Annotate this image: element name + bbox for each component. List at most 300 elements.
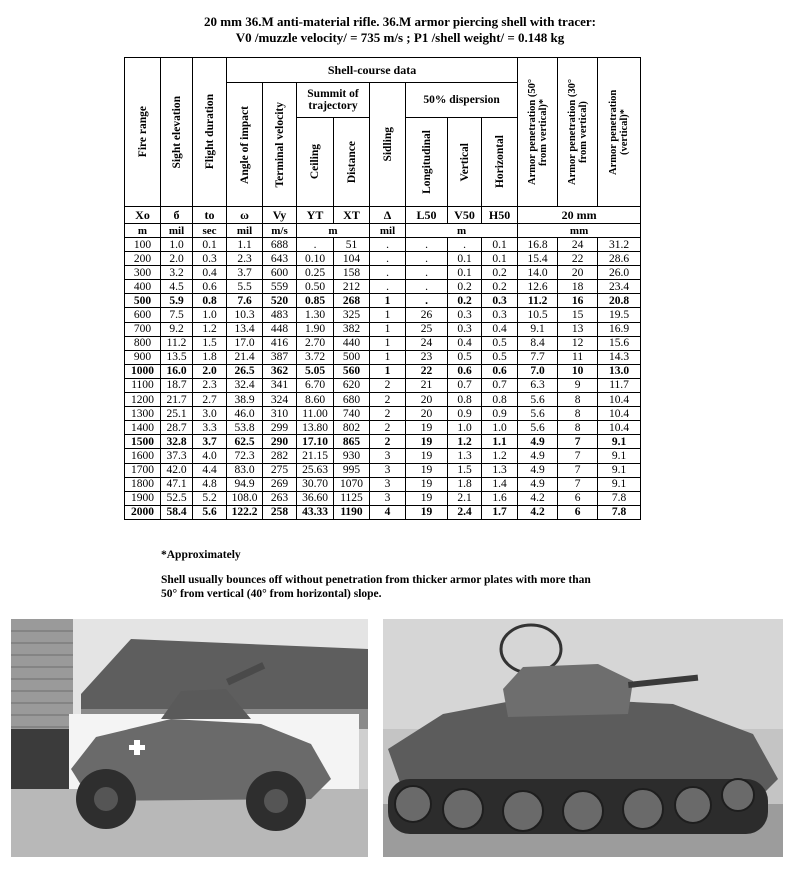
table-cell: 3.0 (193, 407, 227, 421)
table-cell: 30.70 (297, 477, 334, 491)
table-cell: 25.63 (297, 463, 334, 477)
table-cell: 688 (263, 238, 297, 252)
table-row (125, 378, 641, 392)
table-row (125, 308, 641, 322)
table-cell: 0.4 (482, 322, 518, 336)
table-cell: 483 (263, 308, 297, 322)
unit-vel: m/s (263, 224, 297, 238)
table-cell: 560 (334, 364, 370, 378)
table-cell: 25 (406, 322, 448, 336)
table-cell: 3.2 (161, 266, 193, 280)
table-cell: 53.8 (227, 421, 263, 435)
table-row (125, 364, 641, 378)
table-cell: 8.4 (518, 336, 558, 350)
table-cell: 865 (334, 435, 370, 449)
sym-xt: XT (334, 207, 370, 224)
table-cell: 2 (370, 435, 406, 449)
table-cell: 13.5 (161, 350, 193, 364)
table-cell: 0.10 (297, 252, 334, 266)
table-cell: 0.3 (448, 308, 482, 322)
table-cell: 21.7 (161, 393, 193, 407)
table-cell: 1.30 (297, 308, 334, 322)
table-cell: 1800 (125, 477, 161, 491)
sym-delta: Δ (370, 207, 406, 224)
table-cell: 0.1 (448, 266, 482, 280)
table-cell: 7 (558, 477, 598, 491)
table-cell: 1 (370, 294, 406, 308)
table-row (125, 477, 641, 491)
table-cell: 19 (406, 505, 448, 519)
table-cell: 0.9 (482, 407, 518, 421)
table-cell: 21.15 (297, 449, 334, 463)
table-cell: 20 (406, 393, 448, 407)
table-cell: 12.6 (518, 280, 558, 294)
table-cell: 7.8 (598, 505, 641, 519)
table-cell: 17.0 (227, 336, 263, 350)
table-cell: 3 (370, 449, 406, 463)
table-cell: 4.4 (193, 463, 227, 477)
table-cell: 1 (370, 336, 406, 350)
table-cell: 4.2 (518, 491, 558, 505)
table-cell: 1.6 (482, 491, 518, 505)
sym-sigma: б (161, 207, 193, 224)
table-cell: 900 (125, 350, 161, 364)
table-row (125, 407, 641, 421)
table-cell: 0.5 (448, 350, 482, 364)
table-cell: 1 (370, 364, 406, 378)
table-cell: 258 (263, 505, 297, 519)
sym-vy: Vy (263, 207, 297, 224)
table-cell: 341 (263, 378, 297, 392)
header-sight-elevation: Sight elevation (161, 58, 193, 207)
table-cell: 13 (558, 322, 598, 336)
unit-time: sec (193, 224, 227, 238)
header-fire-range: Fire range (125, 58, 161, 207)
table-cell: 23 (406, 350, 448, 364)
table-cell: 15.6 (598, 336, 641, 350)
table-cell: 0.25 (297, 266, 334, 280)
table-cell: 2.4 (448, 505, 482, 519)
table-cell: 1700 (125, 463, 161, 477)
unit-elev: mil (161, 224, 193, 238)
unit-angle: mil (227, 224, 263, 238)
table-cell: 6.70 (297, 378, 334, 392)
table-cell: 8 (558, 407, 598, 421)
table-cell: 416 (263, 336, 297, 350)
table-cell: 3 (370, 477, 406, 491)
table-cell: 275 (263, 463, 297, 477)
table-cell: 21.4 (227, 350, 263, 364)
table-row (125, 491, 641, 505)
table-cell: 300 (125, 266, 161, 280)
table-cell: 1.3 (448, 449, 482, 463)
table-cell: 0.1 (482, 238, 518, 252)
table-cell: 2.3 (227, 252, 263, 266)
table-cell: 440 (334, 336, 370, 350)
table-cell: 24 (406, 336, 448, 350)
table-cell: 104 (334, 252, 370, 266)
table-cell: 51 (334, 238, 370, 252)
table-row (125, 393, 641, 407)
table-cell: 0.6 (193, 280, 227, 294)
table-cell: 4.9 (518, 477, 558, 491)
table-cell: 325 (334, 308, 370, 322)
table-cell: 1.90 (297, 322, 334, 336)
table-cell: 200 (125, 252, 161, 266)
table-cell: 740 (334, 407, 370, 421)
header-horizontal: Horizontal (482, 118, 518, 207)
table-cell: 108.0 (227, 491, 263, 505)
table-cell: 0.8 (482, 393, 518, 407)
table-cell: 1.1 (227, 238, 263, 252)
table-cell: 1 (370, 322, 406, 336)
table-cell: 1.0 (193, 308, 227, 322)
table-cell: 94.9 (227, 477, 263, 491)
table-cell: 4.8 (193, 477, 227, 491)
unit-range: m (125, 224, 161, 238)
table-cell: 5.6 (518, 393, 558, 407)
table-cell: 290 (263, 435, 297, 449)
table-cell: 282 (263, 449, 297, 463)
table-cell: 1.2 (193, 322, 227, 336)
table-cell: 5.6 (518, 407, 558, 421)
table-cell: 1.2 (448, 435, 482, 449)
table-cell: 38.9 (227, 393, 263, 407)
table-cell: 5.6 (518, 421, 558, 435)
table-cell: 3 (370, 463, 406, 477)
table-cell: 13.80 (297, 421, 334, 435)
table-cell: 7.8 (598, 491, 641, 505)
table-cell: 0.2 (482, 266, 518, 280)
sym-20mm: 20 mm (518, 207, 641, 224)
table-cell: 387 (263, 350, 297, 364)
table-cell: 9.1 (598, 463, 641, 477)
table-cell: 4.2 (518, 505, 558, 519)
table-cell: 9.2 (161, 322, 193, 336)
table-cell: 13.0 (598, 364, 641, 378)
header-summit: Summit of trajectory (297, 83, 370, 118)
table-cell: 20.8 (598, 294, 641, 308)
table-cell: 680 (334, 393, 370, 407)
table-cell: 600 (263, 266, 297, 280)
unit-sidling: mil (370, 224, 406, 238)
table-cell: 0.8 (193, 294, 227, 308)
title-line-2: V0 /muzzle velocity/ = 735 m/s ; P1 /shell weight/ = 0.148 kg (235, 30, 565, 45)
table-cell: 1190 (334, 505, 370, 519)
table-cell: 1.2 (482, 449, 518, 463)
table-cell: 0.85 (297, 294, 334, 308)
table-cell: 100 (125, 238, 161, 252)
table-cell: 10 (558, 364, 598, 378)
table-cell: 9.1 (518, 322, 558, 336)
tank-image (383, 619, 783, 857)
table-cell: 1.8 (193, 350, 227, 364)
bounce-note (161, 573, 591, 601)
table-cell: 7 (558, 449, 598, 463)
table-cell: 4.5 (161, 280, 193, 294)
table-row (125, 463, 641, 477)
table-cell: 7 (558, 435, 598, 449)
table-cell: 1.1 (482, 435, 518, 449)
header-sidling: Sidling (370, 83, 406, 207)
table-cell: . (448, 238, 482, 252)
table-row (125, 449, 641, 463)
table-row (125, 322, 641, 336)
table-cell: 18.7 (161, 378, 193, 392)
table-cell: 1900 (125, 491, 161, 505)
table-cell: 0.4 (448, 336, 482, 350)
table-cell: 4 (370, 505, 406, 519)
table-row (125, 238, 641, 252)
table-cell: 1.5 (448, 463, 482, 477)
sym-xo: Xo (125, 207, 161, 224)
table-cell: 23.4 (598, 280, 641, 294)
table-cell: 362 (263, 364, 297, 378)
table-row (125, 421, 641, 435)
document-title (0, 14, 800, 46)
table-cell: 2 (370, 378, 406, 392)
table-cell: 46.0 (227, 407, 263, 421)
table-cell: 269 (263, 477, 297, 491)
table-cell: 3 (370, 491, 406, 505)
sym-to: to (193, 207, 227, 224)
table-cell: 0.1 (482, 252, 518, 266)
table-cell: 324 (263, 393, 297, 407)
table-cell: 9 (558, 378, 598, 392)
table-cell: 600 (125, 308, 161, 322)
table-cell: 1.0 (161, 238, 193, 252)
table-cell: 20 (406, 407, 448, 421)
table-cell: . (406, 266, 448, 280)
table-cell: 0.5 (482, 350, 518, 364)
table-cell: 299 (263, 421, 297, 435)
table-cell: 1.7 (482, 505, 518, 519)
table-cell: . (406, 252, 448, 266)
table-cell: 21 (406, 378, 448, 392)
table-row (125, 505, 641, 519)
table-cell: 19 (406, 463, 448, 477)
table-cell: 700 (125, 322, 161, 336)
table-cell: 0.7 (448, 378, 482, 392)
bounce-note-line-1: Shell usually bounces off without penetration from thicker armor plates with more than (161, 574, 591, 586)
header-flight-duration: Flight duration (193, 58, 227, 207)
table-cell: 1 (370, 308, 406, 322)
table-cell: 58.4 (161, 505, 193, 519)
tank-photo (383, 619, 783, 857)
table-cell: 1125 (334, 491, 370, 505)
table-cell: 0.6 (448, 364, 482, 378)
table-row (125, 252, 641, 266)
table-cell: 62.5 (227, 435, 263, 449)
table-cell: 19 (406, 421, 448, 435)
table-cell: 930 (334, 449, 370, 463)
table-row (125, 294, 641, 308)
unit-pen: mm (518, 224, 641, 238)
table-cell: 8 (558, 393, 598, 407)
table-cell: 11.00 (297, 407, 334, 421)
table-cell: 8 (558, 421, 598, 435)
table-cell: 5.5 (227, 280, 263, 294)
table-cell: 10.4 (598, 407, 641, 421)
table-cell: 1.5 (193, 336, 227, 350)
table-cell: 11.2 (161, 336, 193, 350)
table-cell: 0.3 (193, 252, 227, 266)
table-cell: 2.0 (161, 252, 193, 266)
table-cell: 10.4 (598, 421, 641, 435)
table-cell: 10.3 (227, 308, 263, 322)
table-cell: 1.3 (482, 463, 518, 477)
table-cell: 19 (406, 435, 448, 449)
armored-car-image (11, 619, 368, 857)
table-cell: 8.60 (297, 393, 334, 407)
table-cell: 7 (558, 463, 598, 477)
table-cell: 9.1 (598, 435, 641, 449)
title-line-1: 20 mm 36.M anti-material rifle. 36.M armor piercing shell with tracer: (204, 14, 596, 29)
table-row (125, 280, 641, 294)
table-cell: 7.7 (518, 350, 558, 364)
sym-v50: V50 (448, 207, 482, 224)
table-cell: 5.2 (193, 491, 227, 505)
table-cell: 448 (263, 322, 297, 336)
header-longitudinal: Longitudinal (406, 118, 448, 207)
table-cell: 7.6 (227, 294, 263, 308)
table-cell: 14.0 (518, 266, 558, 280)
unit-summit: m (297, 224, 370, 238)
table-cell: 158 (334, 266, 370, 280)
sym-yt: YT (297, 207, 334, 224)
table-cell: 1200 (125, 393, 161, 407)
table-cell: 500 (125, 294, 161, 308)
table-cell: 400 (125, 280, 161, 294)
sym-l50: L50 (406, 207, 448, 224)
table-cell: 500 (334, 350, 370, 364)
table-cell: 0.4 (193, 266, 227, 280)
header-shell-course: Shell-course data (227, 58, 518, 83)
table-cell: 72.3 (227, 449, 263, 463)
table-cell: 19 (406, 477, 448, 491)
table-cell: 3.72 (297, 350, 334, 364)
table-cell: . (370, 238, 406, 252)
table-cell: 800 (125, 336, 161, 350)
table-cell: 16.9 (598, 322, 641, 336)
table-cell: 620 (334, 378, 370, 392)
table-cell: 15 (558, 308, 598, 322)
table-cell: 52.5 (161, 491, 193, 505)
table-row (125, 350, 641, 364)
header-pen-30: Armor penetration (30° from vertical) (558, 58, 598, 207)
table-cell: 995 (334, 463, 370, 477)
header-vertical: Vertical (448, 118, 482, 207)
table-cell: 32.4 (227, 378, 263, 392)
table-cell: 28.6 (598, 252, 641, 266)
table-cell: 32.8 (161, 435, 193, 449)
table-cell: 559 (263, 280, 297, 294)
header-angle-of-impact: Angle of impact (227, 83, 263, 207)
table-cell: 37.3 (161, 449, 193, 463)
table-cell: 122.2 (227, 505, 263, 519)
table-cell: . (406, 238, 448, 252)
table-cell: 1100 (125, 378, 161, 392)
table-cell: 1.0 (448, 421, 482, 435)
table-cell: 0.8 (448, 393, 482, 407)
header-terminal-velocity: Terminal velocity (263, 83, 297, 207)
table-cell: 0.1 (193, 238, 227, 252)
table-cell: 10.4 (598, 393, 641, 407)
unit-dispersion: m (406, 224, 518, 238)
table-cell: 212 (334, 280, 370, 294)
table-cell: 36.60 (297, 491, 334, 505)
table-cell: 28.7 (161, 421, 193, 435)
table-cell: 3.7 (227, 266, 263, 280)
table-cell: . (370, 280, 406, 294)
table-cell: 3.3 (193, 421, 227, 435)
header-pen-50: Armor penetration (50° from vertical)* (518, 58, 558, 207)
table-cell: 6 (558, 505, 598, 519)
armored-car-photo (11, 619, 368, 857)
table-cell: 0.7 (482, 378, 518, 392)
table-cell: 9.1 (598, 477, 641, 491)
table-cell: 25.1 (161, 407, 193, 421)
table-cell: 43.33 (297, 505, 334, 519)
table-cell: 0.50 (297, 280, 334, 294)
table-cell: 1600 (125, 449, 161, 463)
table-cell: 0.2 (482, 280, 518, 294)
table-cell: 0.3 (448, 322, 482, 336)
table-cell: 16.8 (518, 238, 558, 252)
table-cell: 7.5 (161, 308, 193, 322)
table-cell: 5.05 (297, 364, 334, 378)
table-cell: 2 (370, 407, 406, 421)
table-cell: 0.9 (448, 407, 482, 421)
header-ceiling: Ceiling (297, 118, 334, 207)
table-cell: . (370, 266, 406, 280)
table-cell: 14.3 (598, 350, 641, 364)
table-cell: 22 (558, 252, 598, 266)
table-cell: 263 (263, 491, 297, 505)
table-cell: 6 (558, 491, 598, 505)
table-cell: . (406, 294, 448, 308)
header-pen-0: Armor penetration (vertical)* (598, 58, 641, 207)
sym-h50: H50 (482, 207, 518, 224)
table-cell: 11 (558, 350, 598, 364)
table-cell: 2.0 (193, 364, 227, 378)
sym-omega: ω (227, 207, 263, 224)
table-cell: 24 (558, 238, 598, 252)
table-cell: 11.2 (518, 294, 558, 308)
header-distance: Distance (334, 118, 370, 207)
table-cell: 12 (558, 336, 598, 350)
header-dispersion: 50% dispersion (406, 83, 518, 118)
table-cell: 16 (558, 294, 598, 308)
table-cell: 0.6 (482, 364, 518, 378)
table-cell: 6.3 (518, 378, 558, 392)
table-cell: 2 (370, 393, 406, 407)
table-cell: 18 (558, 280, 598, 294)
table-cell: 1 (370, 350, 406, 364)
table-cell: 4.9 (518, 449, 558, 463)
table-cell: 26 (406, 308, 448, 322)
table-cell: 47.1 (161, 477, 193, 491)
table-cell: 7.0 (518, 364, 558, 378)
table-row (125, 266, 641, 280)
table-cell: 31.2 (598, 238, 641, 252)
table-cell: 802 (334, 421, 370, 435)
table-cell: 2.70 (297, 336, 334, 350)
table-cell: 5.6 (193, 505, 227, 519)
approx-note: *Approximately (161, 549, 241, 561)
table-cell: 0.3 (482, 308, 518, 322)
table-cell: 4.9 (518, 435, 558, 449)
